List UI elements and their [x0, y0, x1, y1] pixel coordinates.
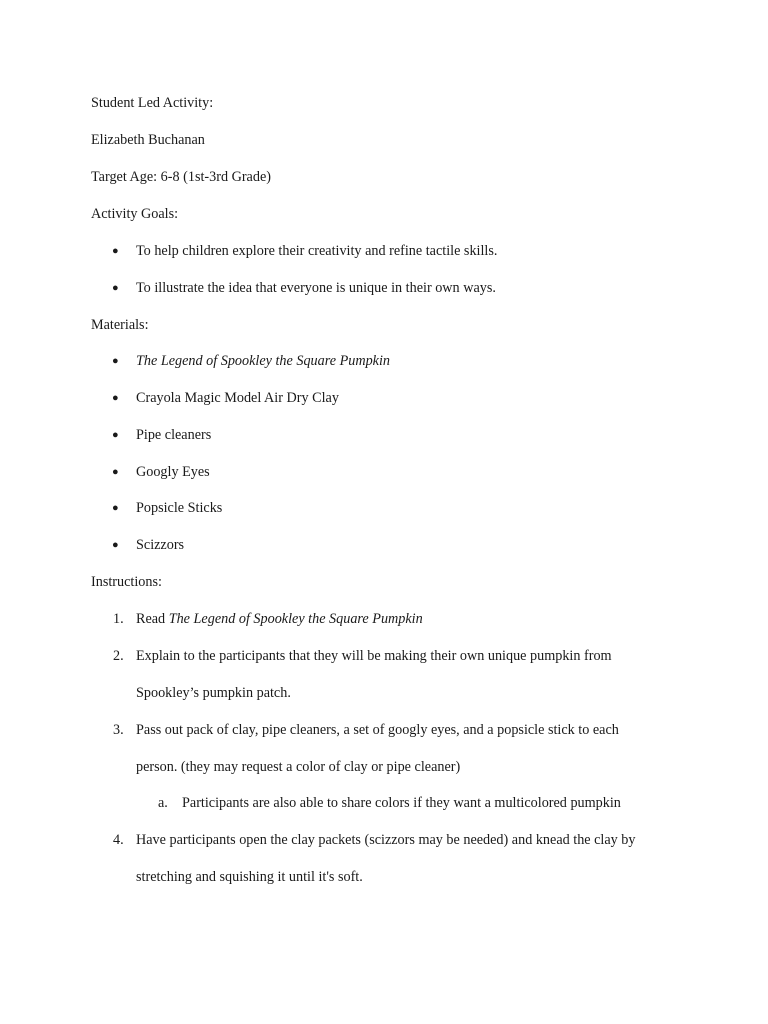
- bullet-icon: ●: [112, 392, 119, 404]
- bullet-icon: ●: [112, 466, 119, 478]
- step-2-line-2: Spookley’s pumpkin patch.: [136, 685, 291, 701]
- material-item: Scizzors: [136, 537, 185, 553]
- step-3-line-1: Pass out pack of clay, pipe cleaners, a set of googly eyes, and a popsicle stick to each: [136, 722, 619, 738]
- bullet-icon: ●: [112, 355, 119, 367]
- step-4-line-1: Have participants open the clay packets (scizzors may be needed) and knead the clay by: [136, 832, 636, 848]
- bullet-icon: ●: [112, 429, 119, 441]
- material-item: Crayola Magic Model Air Dry Clay: [136, 390, 339, 406]
- step-number: 4.: [113, 832, 124, 848]
- step-2-line-1: Explain to the participants that they will be making their own unique pumpkin from: [136, 648, 612, 664]
- book-title: The Legend of Spookley the Square Pumpkin: [136, 353, 391, 369]
- bullet-icon: ●: [112, 539, 119, 551]
- step-3a: Participants are also able to share colors if they want a multicolored pumpkin: [182, 795, 621, 811]
- goals-label: Activity Goals:: [91, 206, 179, 222]
- bullet-icon: ●: [112, 245, 119, 257]
- goal-item: To illustrate the idea that everyone is unique in their own ways.: [136, 280, 496, 296]
- material-item: Popsicle Sticks: [136, 500, 223, 516]
- instructions-label: Instructions:: [91, 574, 162, 590]
- step-4-line-2: stretching and squishing it until it's soft.: [136, 869, 363, 885]
- step-number: 2.: [113, 648, 124, 664]
- bullet-icon: ●: [112, 282, 119, 294]
- heading: Student Led Activity:: [91, 95, 214, 111]
- step-1: [136, 610, 423, 628]
- material-item-book: [136, 352, 390, 370]
- target-age: Target Age: 6-8 (1st-3rd Grade): [91, 169, 271, 185]
- step-1-prefix: Read: [136, 611, 169, 627]
- step-number: 1.: [113, 611, 124, 627]
- goal-item: To help children explore their creativity and refine tactile skills.: [136, 243, 498, 259]
- bullet-icon: ●: [112, 502, 119, 514]
- materials-label: Materials:: [91, 317, 149, 333]
- author: Elizabeth Buchanan: [91, 132, 205, 148]
- sub-step-letter: a.: [158, 795, 168, 811]
- step-1-book-title: The Legend of Spookley the Square Pumpkin: [168, 611, 423, 627]
- material-item: Pipe cleaners: [136, 427, 212, 443]
- step-number: 3.: [113, 722, 124, 738]
- material-item: Googly Eyes: [136, 464, 210, 480]
- step-3-line-2: person. (they may request a color of clay or pipe cleaner): [136, 759, 461, 775]
